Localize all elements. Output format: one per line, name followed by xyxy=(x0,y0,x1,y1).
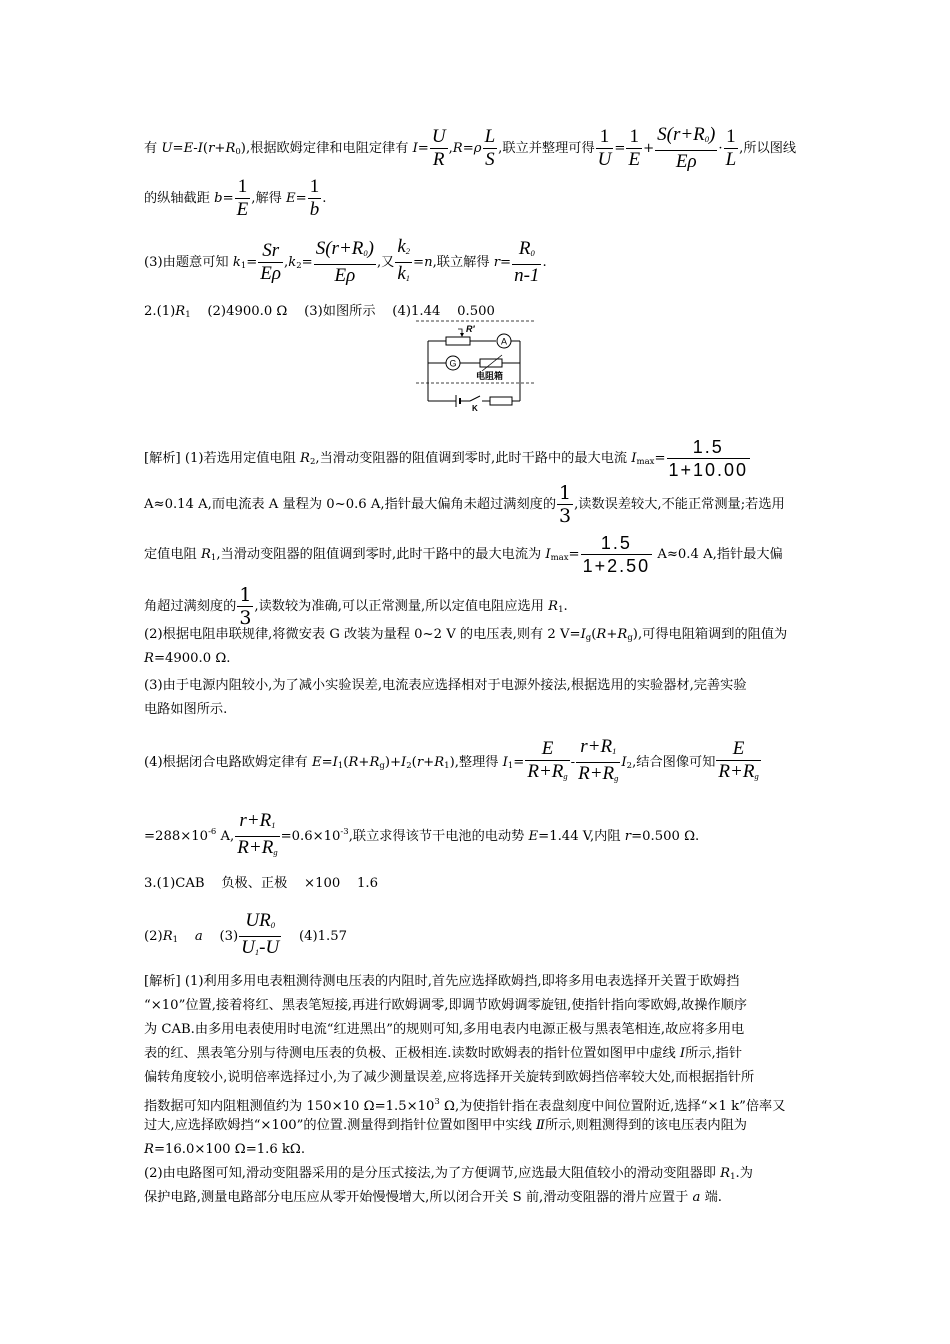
numerator xyxy=(655,124,717,151)
text: ( xyxy=(591,627,597,642)
fraction-1-over-3 xyxy=(237,584,253,629)
text: (3)由题意可知 xyxy=(144,255,233,270)
text: 保护电路,测量电路部分电压应从零开始慢慢增大,所以闭合开关 S 前,滑动变阻器的滑片应置于 xyxy=(144,1190,693,1205)
text: 定值电阻 xyxy=(144,547,201,562)
numerator xyxy=(239,910,281,937)
text: + xyxy=(643,141,655,156)
text: ,结合图像可知 xyxy=(632,755,716,770)
subscript: 2 xyxy=(309,457,316,467)
den-text: R+R xyxy=(578,763,615,784)
text: ,读数较为准确,可以正常测量,所以定值电阻应选用 xyxy=(254,599,549,614)
var: R xyxy=(225,141,236,156)
subscript: 1 xyxy=(254,947,260,957)
denominator: U xyxy=(597,149,612,170)
denominator: 3 xyxy=(559,505,572,527)
denominator: 3 xyxy=(239,607,252,629)
text: 为 CAB.由多用电表使用时电流“红进黑出”的规则可知,多用电表内电源正极与黑表笔相连,故应将多用电 xyxy=(144,1022,745,1037)
subscript: 2 xyxy=(626,761,633,771)
var: R xyxy=(144,651,154,666)
fraction-1-over-E xyxy=(235,176,251,221)
superscript: -6 xyxy=(208,827,217,837)
text: (2)由电路图可知,滑动变阻器采用的是分压式接法,为了方便调节,应选最大阻值较小的滑动变阻器即 xyxy=(144,1166,721,1181)
text: ,联立解得 xyxy=(432,255,494,270)
text: )+ xyxy=(384,755,402,770)
numerator xyxy=(395,236,412,263)
den-text: R+R xyxy=(527,761,564,782)
num-text: ) xyxy=(709,124,716,145)
var: r xyxy=(493,255,501,270)
fraction-Sr-R0-over-Erho xyxy=(655,124,717,173)
text: 的纵轴截距 xyxy=(144,191,215,206)
denominator xyxy=(576,763,620,789)
subscript: 1 xyxy=(444,761,450,771)
text: , xyxy=(284,255,289,270)
subscript: g xyxy=(614,773,619,783)
text: [解析] (1)利用多用电表粗测待测电压表的内阻时,首先应选择欧姆挡,即将多用电表选择开关置于欧姆挡 xyxy=(144,974,740,989)
numerator xyxy=(512,238,541,265)
denominator xyxy=(239,937,281,963)
denominator xyxy=(235,837,279,863)
text: ,又 xyxy=(376,255,395,270)
circuit-diagram xyxy=(416,319,534,411)
text: + xyxy=(423,755,435,770)
numerator: 1 xyxy=(309,176,320,197)
text: - xyxy=(570,755,576,770)
galvanometer-label: G xyxy=(449,358,457,369)
fraction-L-over-S xyxy=(483,126,498,171)
text: 有 xyxy=(144,141,162,156)
analysis-2-part4-line-2 xyxy=(144,810,699,863)
text: (2) xyxy=(144,929,163,944)
var: E xyxy=(528,829,539,844)
analysis-2-line-4 xyxy=(144,584,568,629)
text: ( xyxy=(411,755,417,770)
numerator: 1 xyxy=(559,482,572,504)
fraction-S-r-R0-over-Erho xyxy=(314,238,376,287)
text: . xyxy=(563,599,568,614)
analysis-3-line-7 xyxy=(144,1116,747,1136)
text: (4)根据闭合电路欧姆定律有 xyxy=(144,755,312,770)
text: ,联立求得该节干电池的电动势 xyxy=(348,829,529,844)
fixed-resistor-icon xyxy=(490,397,512,405)
num-text: ) xyxy=(367,238,374,259)
analysis-3-line-6 xyxy=(144,1092,785,1117)
analysis-3-line-5 xyxy=(144,1068,754,1088)
subscript: 0 xyxy=(363,248,368,258)
numerator: E xyxy=(525,738,569,761)
text: =0.6×10 xyxy=(280,829,341,844)
resistor-box-icon xyxy=(480,359,502,367)
fraction-1-over-3 xyxy=(557,482,573,527)
ammeter-label: A xyxy=(500,336,508,347)
denominator xyxy=(525,761,569,787)
analysis-2-part2-line-1 xyxy=(144,625,787,648)
var: I xyxy=(332,755,338,770)
fraction-UR0-over-U1-U xyxy=(239,910,281,963)
var: R xyxy=(434,755,445,770)
text: 指数据可知内阻粗测值约为 150×10 Ω=1.5×10 xyxy=(144,1099,435,1114)
subscript: g xyxy=(563,771,568,781)
text: = xyxy=(295,191,307,206)
fraction-1.5-over-1+10.00 xyxy=(667,436,751,481)
var: n xyxy=(424,255,433,270)
denominator: R xyxy=(432,149,445,170)
num-text: S(r+R xyxy=(315,238,364,259)
numerator: 1 xyxy=(239,584,252,606)
analysis-3-line-4 xyxy=(144,1044,742,1064)
numerator: 1 xyxy=(724,126,739,149)
numerator: L xyxy=(484,126,496,147)
line-3 xyxy=(144,236,547,289)
text: ,当滑动变阻器的阻值调到零时,此时干路中的最大电流为 xyxy=(216,547,546,562)
subscript: 1 xyxy=(210,553,217,563)
subscript: 1 xyxy=(240,261,247,271)
superscript: -3 xyxy=(340,827,349,837)
text: 偏转角度较小,说明倍率选择过小,为了减少测量误差,应将选择开关旋转到欧姆挡倍率较大处,而根据指针所 xyxy=(144,1070,755,1085)
analysis-3-line-9 xyxy=(144,1164,753,1187)
text: ,联立并整理可得 xyxy=(498,141,595,156)
num-text: k xyxy=(397,236,406,257)
numerator: E xyxy=(716,738,760,761)
den-text: k xyxy=(397,263,406,284)
num-text: UR xyxy=(245,910,271,931)
text: = xyxy=(654,451,666,466)
superscript: 3 xyxy=(434,1097,440,1107)
num-text: r+R xyxy=(239,810,272,831)
denominator: S xyxy=(485,149,495,170)
subscript: g xyxy=(627,633,633,643)
num-text: r+R xyxy=(580,736,613,757)
fraction-Sr-over-Erho xyxy=(258,240,283,285)
text: 2.(1) xyxy=(144,304,176,319)
analysis-3-line-3 xyxy=(144,1020,744,1040)
subscript: 2 xyxy=(296,261,302,271)
fraction-1-over-b xyxy=(308,176,322,221)
text: = xyxy=(301,255,313,270)
switch-icon xyxy=(470,396,480,401)
var: R xyxy=(300,451,310,466)
numerator: 1.5 xyxy=(581,532,653,555)
text: = xyxy=(500,255,512,270)
fraction-R0-over-n-1 xyxy=(512,238,541,287)
var: r xyxy=(416,755,424,770)
subscript: 1 xyxy=(730,1172,736,1182)
denominator: 1+2.50 xyxy=(582,556,651,576)
text: (3)由于电源内阻较小,为了减小实验误差,电流表应选择相对于电源外接法,根据选用的实验器材,完善实验 xyxy=(144,678,747,693)
fraction-U-over-R xyxy=(430,126,448,171)
subscript: 1 xyxy=(558,605,564,615)
denominator: 1+10.00 xyxy=(668,460,749,480)
text: 角超过满刻度的 xyxy=(144,599,237,614)
text: - xyxy=(193,141,198,156)
text: = xyxy=(417,141,429,156)
text: ,读数误差较大,不能正常测量;若选用 xyxy=(574,497,785,512)
text: = xyxy=(246,255,258,270)
var: I xyxy=(545,547,551,562)
var: r xyxy=(208,141,215,156)
text: .为 xyxy=(735,1166,753,1181)
line-1 xyxy=(144,124,796,173)
subscript: 1 xyxy=(185,310,191,320)
text: 端. xyxy=(700,1190,722,1205)
text: + xyxy=(606,627,618,642)
text: 表的红、黑表笔分别与待测电压表的负极、正极相连.读数时欧姆表的指针位置如图甲中虚线 xyxy=(144,1046,680,1061)
numerator xyxy=(314,238,376,265)
var: E xyxy=(286,191,296,206)
analysis-3-line-10 xyxy=(144,1188,722,1208)
numerator: Sr xyxy=(258,240,283,263)
var: R xyxy=(596,627,607,642)
text: Ω,为使指针指在表盘刻度中间位置附近,选择“×1 k”倍率又 xyxy=(439,1099,786,1114)
analysis-3-line-2 xyxy=(144,996,747,1016)
analysis-2-part2-line-2 xyxy=(144,649,230,669)
text: ,当滑动变阻器的阻值调到零时,此时干路中的最大电流 xyxy=(315,451,632,466)
denominator: E xyxy=(236,199,249,220)
var: a xyxy=(194,929,203,944)
var: R xyxy=(369,755,380,770)
analysis-3-line-8 xyxy=(144,1140,305,1160)
var: R xyxy=(175,304,186,319)
fraction-E-over-R+Rg xyxy=(525,738,569,787)
text: + xyxy=(214,141,226,156)
subscript: 1 xyxy=(507,761,514,771)
text: 所示,则粗测得到的该电压表内阻为 xyxy=(544,1118,747,1133)
var: k xyxy=(288,255,297,270)
var: U xyxy=(161,141,173,156)
text: = xyxy=(614,141,626,156)
text: 过大,应选择欧姆挡“×100”的位置.测量得到指针位置如图甲中实线 xyxy=(144,1118,536,1133)
subscript: 0 xyxy=(235,147,241,157)
text: = xyxy=(568,547,580,562)
text: + xyxy=(358,755,370,770)
fraction-E-over-R+Rg xyxy=(716,738,760,787)
den-text: -U xyxy=(259,937,280,958)
numerator: U xyxy=(431,126,446,147)
text: ,解得 xyxy=(251,191,287,206)
answer-3-line-2 xyxy=(144,910,347,963)
num-text: R xyxy=(518,238,531,259)
var: I xyxy=(621,755,627,770)
var: I xyxy=(401,755,407,770)
text: ,所以图线 xyxy=(739,141,797,156)
slider-arrow xyxy=(460,333,464,337)
text: = xyxy=(462,141,474,156)
text: ),整理得 xyxy=(449,755,503,770)
text: · xyxy=(718,141,723,156)
subscript: g xyxy=(585,633,592,643)
fraction-1-over-E xyxy=(626,126,642,171)
denominator: Eρ xyxy=(675,151,697,172)
var: a xyxy=(692,1190,701,1205)
var: I xyxy=(502,755,508,770)
var: r xyxy=(624,829,632,844)
resistor-box-label: 电阻箱 xyxy=(476,371,504,381)
text: . xyxy=(542,255,547,270)
subscript: 0 xyxy=(270,920,275,930)
subscript: g xyxy=(754,771,759,781)
var: I xyxy=(197,141,203,156)
analysis-2-line-2 xyxy=(144,482,785,527)
var: ρ xyxy=(473,141,482,156)
text: . xyxy=(322,191,327,206)
fraction-1.5-over-1+2.50 xyxy=(581,532,653,577)
subscript: g xyxy=(273,847,278,857)
denominator xyxy=(716,761,760,787)
text: 电路如图所示. xyxy=(144,702,228,717)
var: R xyxy=(144,1142,154,1157)
answer-3 xyxy=(144,874,378,894)
num-text: S(r+R xyxy=(657,124,705,145)
subscript: 1 xyxy=(337,761,344,771)
var: R xyxy=(548,599,559,614)
var: R xyxy=(617,627,628,642)
line-2 xyxy=(144,176,326,221)
var: R xyxy=(720,1166,731,1181)
den-text: R+R xyxy=(718,761,755,782)
text: =16.0×100 Ω=1.6 kΩ. xyxy=(153,1142,306,1157)
numerator: 1 xyxy=(235,176,251,199)
text: = xyxy=(172,141,184,156)
denominator: L xyxy=(725,149,737,170)
text: = xyxy=(413,255,425,270)
text: ( xyxy=(202,141,209,156)
text: = xyxy=(321,755,333,770)
analysis-2-line-3 xyxy=(144,532,783,577)
fraction-1-over-U xyxy=(596,126,614,171)
var: E xyxy=(183,141,194,156)
var: R xyxy=(452,141,463,156)
text: ),可得电阻箱调到的阻值为 xyxy=(632,627,788,642)
subscript: 0 xyxy=(530,248,535,258)
fraction-r+R1-over-R+Rg xyxy=(235,810,279,863)
subscript: 1 xyxy=(612,746,617,756)
denominator: Eρ xyxy=(260,263,282,284)
text: =1.44 V,内阻 xyxy=(538,829,625,844)
var: I xyxy=(412,141,418,156)
text: (3) xyxy=(202,929,239,944)
den-text: U xyxy=(241,937,255,958)
roman-numeral: Ⅰ xyxy=(679,1046,686,1061)
text: =4900.0 Ω. xyxy=(153,651,231,666)
var: R xyxy=(200,547,211,562)
subscript: 0 xyxy=(704,134,710,144)
text: (2)4900.0 Ω (3)如图所示 (4)1.44 0.500 xyxy=(190,304,495,319)
analysis-2-part4-line-1 xyxy=(144,736,762,789)
text: =0.500 Ω. xyxy=(631,829,700,844)
text: A≈0.4 A,指针最大偏 xyxy=(653,547,783,562)
subscript: 2 xyxy=(405,246,411,256)
fraction-r+R1-over-R+Rg xyxy=(576,736,620,789)
subscript: 1 xyxy=(271,820,276,830)
denominator: n-1 xyxy=(514,265,540,286)
rheostat-r-prime xyxy=(446,337,470,345)
subscript: 1 xyxy=(405,273,411,283)
fraction-1-over-L xyxy=(724,126,739,171)
var: R xyxy=(162,929,173,944)
text: 所示,指针 xyxy=(685,1046,743,1061)
analysis-3-line-1 xyxy=(144,972,739,992)
text: “×10”位置,接着将红、黑表笔短接,再进行欧姆调零,即调节欧姆调零旋钮,使指针指向零欧姆,故操作顺序 xyxy=(144,998,747,1013)
numerator xyxy=(576,736,620,763)
text: A, xyxy=(216,829,235,844)
denominator: b xyxy=(309,199,320,220)
numerator: 1 xyxy=(596,126,614,149)
fraction-k2-over-k1 xyxy=(395,236,412,289)
roman-numeral: Ⅱ xyxy=(535,1118,545,1133)
subscript: max xyxy=(636,457,655,467)
subscript: g xyxy=(379,761,385,771)
text: (2)根据电阻串联规律,将微安表 G 改装为量程 0~2 V 的电压表,则有 2 V= xyxy=(144,627,581,642)
numerator: 1.5 xyxy=(667,436,751,459)
numerator: 1 xyxy=(626,126,642,149)
r-prime-label: R′ xyxy=(466,324,475,334)
subscript: 1 xyxy=(172,935,179,945)
numerator xyxy=(235,810,279,837)
denominator xyxy=(395,263,412,289)
text: ),根据欧姆定律和电阻定律有 xyxy=(240,141,413,156)
var: k xyxy=(232,255,241,270)
text: =288×10 xyxy=(144,829,209,844)
switch-label: K xyxy=(472,404,478,411)
analysis-2-part3-line-1 xyxy=(144,676,747,696)
var: I xyxy=(580,627,586,642)
den-text: R+R xyxy=(237,837,274,858)
var: b xyxy=(214,191,223,206)
text: = xyxy=(222,191,234,206)
text: A≈0.14 A,而电流表 A 量程为 0~0.6 A,指针最大偏角未超过满刻度的 xyxy=(144,497,557,512)
text xyxy=(178,929,195,944)
subscript: max xyxy=(550,553,569,563)
subscript: 2 xyxy=(406,761,412,771)
analysis-2-part3-line-2 xyxy=(144,700,227,720)
var: I xyxy=(631,451,637,466)
denominator: Eρ xyxy=(334,265,356,286)
text: = xyxy=(513,755,525,770)
var: R xyxy=(348,755,359,770)
text: , xyxy=(448,141,453,156)
text: 3.(1)CAB 负极、正极 ×100 1.6 xyxy=(144,876,379,891)
text: ( xyxy=(343,755,349,770)
denominator: E xyxy=(628,149,641,170)
text: (4)1.57 xyxy=(282,929,348,944)
var: E xyxy=(311,755,322,770)
analysis-2-line-1 xyxy=(144,436,751,481)
text: [解析] (1)若选用定值电阻 xyxy=(144,451,301,466)
